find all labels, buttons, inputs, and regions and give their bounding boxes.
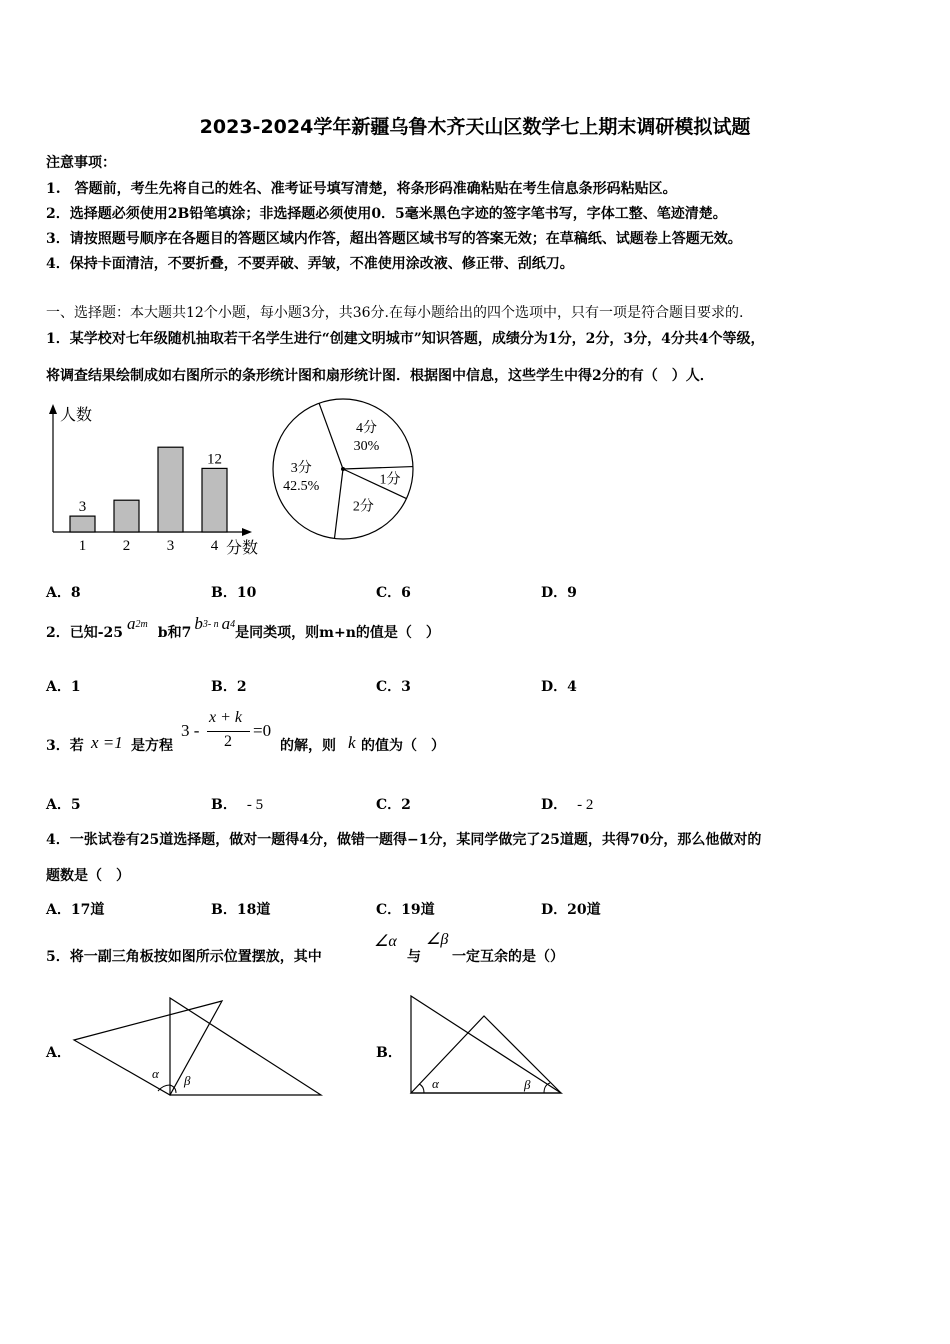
y-axis-label: 人数 [60,407,93,424]
notice-heading: 注意事项： [46,155,116,171]
q3-option-d-value: - 2 [577,797,594,813]
pie-slice-label: 4分 [355,421,377,437]
q2-option-d[interactable]: D．4 [541,679,577,695]
bar-data-label: 3 [78,499,87,516]
q4-option-d[interactable]: D．20道 [541,902,601,918]
alpha-arc [158,1085,170,1091]
q3-eq-left: 3 - [181,721,200,740]
bar-3 [158,447,183,532]
q2-option-b[interactable]: B．2 [211,679,247,695]
beta-label: β [184,1073,191,1088]
q1-option-a[interactable]: A．8 [46,585,81,601]
pie-chart [268,394,418,544]
question-1-line2: 将调查结果绘制成如右图所示的条形统计图和扇形统计图．根据图中信息，这些学生中得2分的有（ ）人． [46,368,714,384]
pie-slice-value: 42.5% [283,478,320,494]
q3-option-b-label: B． [211,797,237,813]
q2-prefix: 2．已知-25 [46,625,124,641]
alpha-arc [419,1084,424,1093]
question-4-line2: 题数是（ ） [46,868,130,884]
pie-slice-label: 2分 [352,499,374,515]
q2-exp3: 4 [230,619,236,630]
bar-2 [114,500,139,532]
q5-option-a[interactable]: A． [46,1045,71,1061]
q4-option-c[interactable]: C．19道 [376,902,435,918]
q5-beta: ∠β [426,931,449,948]
alpha-label: α [152,1066,159,1081]
q5-suffix: 一定互余的是（） [452,949,564,965]
q3-condition: x =1 [91,733,123,752]
question-2 [46,614,440,642]
bar-4 [202,468,227,532]
q2-option-c[interactable]: C．3 [376,679,411,695]
q3-var-k: k [348,733,356,752]
q3-suffix1: 的解，则 [280,738,336,754]
pie-slice-label: 1分 [379,472,401,488]
section-heading: 一、选择题：本大题共12个小题，每小题3分，共36分.在每小题给出的四个选项中，只有一项是符合题目要求的. [46,305,744,321]
q1-option-c[interactable]: C．6 [376,585,411,601]
q3-suffix2: 的值为（ ） [361,738,445,754]
x-tick-label: 3 [166,538,175,554]
page-title: 2023-2024学年新疆乌鲁木齐天山区数学七上期末调研模拟试题 [199,116,751,138]
notice-item: 3．请按照题号顺序在各题目的答题区域内作答，超出答题区域书写的答案无效；在草稿纸、试题卷上答题无效。 [46,231,742,247]
q2-exp1: 2m [135,619,148,630]
bar-chart [40,400,270,560]
fraction-bar [207,731,250,732]
bar-1 [70,516,95,532]
set-square-1 [74,1001,222,1095]
q1-option-b[interactable]: B．10 [211,585,257,601]
q3-option-d[interactable] [541,794,593,814]
y-axis-arrow [49,404,57,414]
q3-mid: 是方程 [131,738,173,754]
q3-option-c[interactable]: C．2 [376,797,411,813]
question-1-line1: 1．某学校对七年级随机抽取若干名学生进行“创建文明城市”知识答题，成绩分为1分，2分，3分，4分共4个等级， [46,331,765,347]
notice-item: 4．保持卡面清洁，不要折叠，不要弄破、弄皱，不准使用涂改液、修正带、刮纸刀。 [46,256,574,272]
x-axis-label: 分数 [226,540,259,557]
bar-data-label: 12 [207,451,222,468]
q2-var-a2: a [221,614,231,633]
q3-numerator: x + k [209,709,242,726]
pie-center [341,467,345,471]
q2-var-b: b [194,614,203,633]
q2-suffix: 是同类项，则m+n的值是（ ） [235,625,440,641]
question-4-line1: 4．一张试卷有25道选择题，做对一题得4分，做错一题得−1分，某同学做完了25道题，共得70分，那么他做对的 [46,832,762,848]
q3-eq-right: =0 [253,721,272,740]
x-tick-label: 1 [78,538,87,554]
notice-item: 1. 答题前，考生先将自己的姓名、准考证号填写清楚，将条形码准确粘贴在考生信息条形码粘贴区。 [46,181,677,197]
q1-option-d[interactable]: D．9 [541,585,577,601]
q3-prefix: 3．若 [46,738,84,754]
q3-denominator: 2 [224,733,232,750]
q4-option-a[interactable]: A．17道 [46,902,105,918]
pie-slice-value: 30% [353,439,380,455]
x-tick-label: 4 [210,538,219,554]
pie-slice-label: 3分 [290,460,312,476]
q3-option-b[interactable] [211,794,263,814]
triangle-figure-a [68,993,328,1103]
notice-item: 2．选择题必须使用2B铅笔填涂；非选择题必须使用0．5毫米黑色字迹的签字笔书写，字体工整、笔迹清楚。 [46,206,727,222]
q3-option-b-value: - 5 [246,797,264,813]
x-axis-arrow [242,528,252,536]
q2-exp2: 3- n [202,619,219,630]
q3-option-a[interactable]: A．5 [46,797,81,813]
q5-mid: 与 [407,949,421,965]
alpha-label: α [432,1076,439,1091]
q5-prefix: 5．将一副三角板按如图所示位置摆放，其中 [46,949,322,965]
set-square-2 [170,998,321,1095]
q5-alpha: ∠α [374,933,397,950]
beta-label: β [524,1077,531,1092]
q2-mid: b和7 [157,625,192,641]
q2-option-a[interactable]: A．1 [46,679,81,695]
beta-arc [544,1083,550,1093]
q2-var-a: a [127,614,136,633]
q5-option-b[interactable]: B． [376,1045,402,1061]
q4-option-b[interactable]: B．18道 [211,902,271,918]
q3-option-d-label: D． [541,797,568,813]
triangle-figure-b [404,990,569,1100]
x-tick-label: 2 [122,538,131,554]
